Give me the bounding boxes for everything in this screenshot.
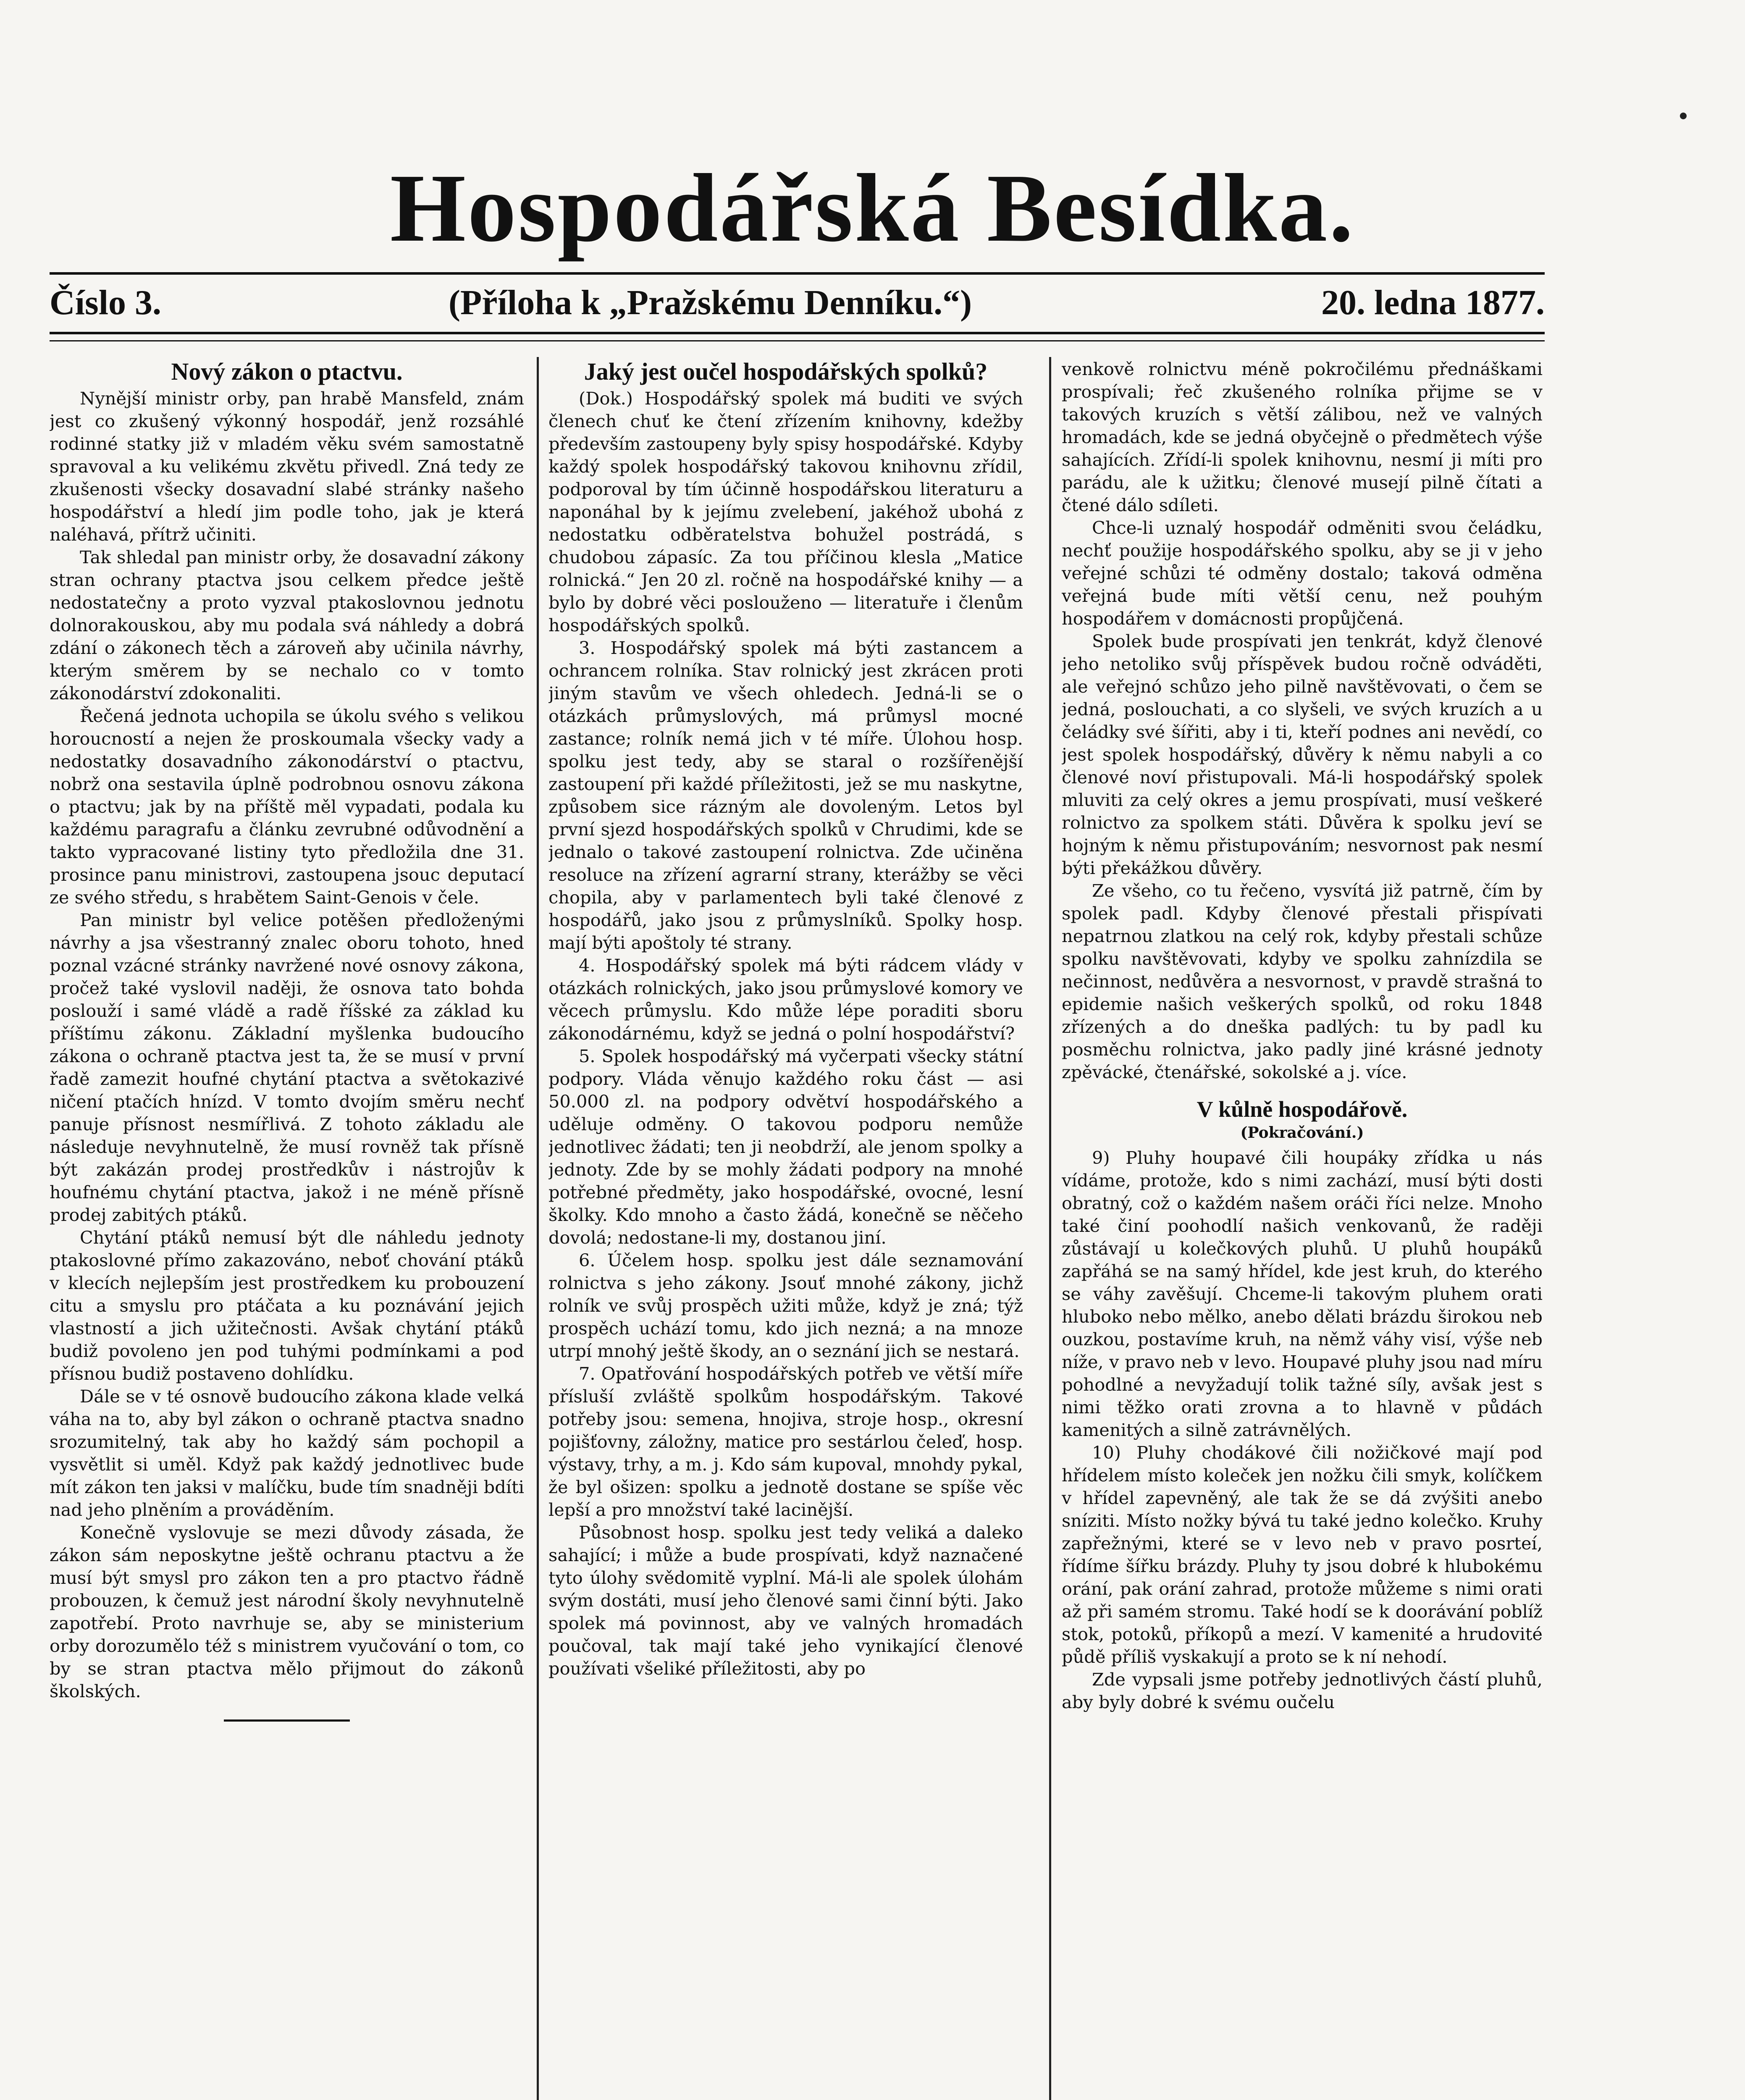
paragraph-continued: venkově rolnictvu méně pokročilému přednáškami prospívali; řeč zkušeného rolníka přijme se v takových kruzích s větší zálibou, než ve valných hromadách, kde se jedná obyčejně o předmětech výše sahajících. Zřídí-li spolek knihovnu, nesmí ji míti pro parádu, ale k užitku; členové musejí pilně čítati a čtené dálo sdíleti.	[1062, 359, 1543, 515]
column-3	[1062, 358, 1543, 2100]
paragraph: Chce-li uznalý hospodář odměniti svou čeládku, nechť použije hospodářského spolku, aby se ji v jeho veřejné schůzi té odměny dostalo; taková odměna veřejná bude míti větší cenu, než pouhým hospodářem v domácnosti propůjčená.	[1062, 517, 1543, 629]
column-2	[548, 358, 1023, 2100]
paragraph: 9) Pluhy houpavé čili houpáky zřídka u nás vídáme, protože, kdo s nimi zachází, musí býti dosti obratný, což o každém našem oráči říci nelze. Mnoho také činí poohodlí našich venkovanů, že raději zůstávají u kolečkových pluhů. U pluhů houpáků zapřáhá se na samý hřídel, kde jest kruh, do kterého se váhy zavěšují. Chceme-li takovým pluhem orati hluboko nebo mělko, anebo dělati brázdu širokou neb ouzkou, postavíme kruh, na němž váhy visí, výše neb níže, v pravo neb v levo. Houpavé pluhy jsou nad míru pohodlné a nevyžadují tolik tažné síly, avšak jest s nimi těžko orati zrovna a to hlavně v půdách kamenitých a silně zatrávnělých.	[1062, 1147, 1543, 1440]
paragraph: 6. Účelem hosp. spolku jest dále seznamování rolnictva s jeho zákony. Jsouť mnohé zákony, jichž rolník ve svůj prospěch užiti může, když je zná; týž prospěch uchází tomu, kdo jich nezná; a na mnoze utrpí mnohý ještě škody, an o seznání jich se nestará.	[548, 1250, 1023, 1361]
supplement-note: (Příloha k „Pražskému Denníku.“)	[449, 283, 972, 322]
paragraph: Spolek bude prospívati jen tenkrát, když členové jeho netoliko svůj příspěvek budou ročně odváděti, ale veřejnó schůzo jeho pilně navštěvovati, o čem se jedná, poslouchati, a co slyšeli, ve svých kruzích a u čeládky své šířiti, aby i ti, kteří podnes ani nevědí, co jest spolek hospodářský, důvěry k němu nabyli a co členové noví přistupovali. Má-li hospodářský spolek mluviti za celý okres a jemu prospívati, musí veškeré rolnictvo za spolkem státi. Důvěra k spolku jeví se hojným k němu přistupováním; nesvornost pak nesmí býti překážkou důvěry.	[1062, 631, 1543, 878]
header-rule-thin	[50, 340, 1545, 341]
paragraph: Nynější ministr orby, pan hrabě Mansfeld, znám jest co zkušený výkonný hospodář, jenž rozsáhlé rodinné statky již v mladém věku svém samostatně spravoval a ku velikému zkvětu přivedl. Zná tedy ze zkušenosti všecky dosavadní slabé stránky našeho hospodářství a hledí jim podle toho, jak je která naléhavá, přítrž učiniti.	[50, 388, 524, 545]
column-divider-2	[1049, 357, 1051, 2100]
column-divider-1	[537, 357, 539, 2100]
column-1	[50, 358, 524, 2100]
paragraph: 4. Hospodářský spolek má býti rádcem vlády v otázkách rolnických, jako jsou průmyslové komory ve věcech průmyslu. Kdo může lépe poraditi sboru zákonodárnému, když se jedná o polní hospodářství?	[548, 955, 1023, 1044]
paragraph: Pan ministr byl velice potěšen předloženými návrhy a jsa všestranný znalec oboru tohoto, hned poznal vzácné stránky navržené nové osnovy zákona, pročež také vyslovil naději, že osnova tato bohda poslouží i samé vládě a radě říšské za základ ku příštímu zákonu. Základní myšlenka budoucího zákona o ochraně ptactva jest ta, že se musí v první řadě zamezit houfné chytání ptactva a světokazivé ničení ptačích hnízd. V tomto dvojím směru nechť panuje přísnost nesmířlivá. Z tohoto základu ale následuje nevyhnutelně, že musí rovněž tak přísně být zakázán prodej prostředkův i nástrojův k houfnému chytání ptactva, jakož i ne méně přísně prodej zabitých ptáků.	[50, 910, 524, 1225]
article-title-kulna: V kůlně hospodářově.	[1197, 1097, 1408, 1122]
article-title-ptactvo: Nový zákon o ptactvu.	[171, 358, 403, 385]
paragraph: Chytání ptáků nemusí být dle náhledu jednoty ptakoslovné přímo zakazováno, neboť chování ptáků v klecích nejlepším jest prostředkem ku probouzení citu a smyslu pro ptáčata a ku poznávání jejich vlastností a jich užitečnosti. Avšak chytání ptáků budiž povoleno jen pod tuhými podmínkami a pod přísnou budiž postaveno dohlídku.	[50, 1227, 524, 1384]
ink-speck	[1680, 113, 1687, 119]
article-title-spolky: Jaký jest oučel hospodářských spolků?	[584, 358, 988, 385]
paragraph: Řečená jednota uchopila se úkolu svého s velikou horoucností a nejen že proskoumala všecky vady a nedostatky dosavadního zákonodárství o ptactvu, nobrž ona sestavila úplně podrobnou osnovu zákona o ptactvu; jak by na příště měl vypadati, podala ku každému paragrafu a článku zevrubné odůvodnění a takto vypracované listiny tyto předložila dne 31. prosince panu ministrovi, zastoupena jsouc deputací ze svého středu, s hrabětem Saint-Genois v čele.	[50, 706, 524, 908]
paragraph: Působnost hosp. spolku jest tedy veliká a daleko sahající; i může a bude prospívati, když naznačené tyto úlohy svědomitě vyplní. Má-li ale spolek úlohám svým dostáti, musí jeho členové sami činní býti. Jako spolek má povinnost, aby ve valných hromadách poučoval, tak mají také jeho vynikající členové používati všeliké příležitosti, aby po	[548, 1522, 1023, 1679]
article-end-rule	[224, 1719, 350, 1722]
paragraph: Konečně vyslovuje se mezi důvody zásada, že zákon sám neposkytne ještě ochranu ptactvu a že musí být smysl pro zákon ten a pro ptactvo řádně probouzen, k čemuž jest národní školy nevyhnutelně zapotřebí. Proto navrhuje se, aby se ministerium orby dorozumělo též s ministrem vyučování o tom, co by se stran ptactva mělo přijmout do zákonů školských.	[50, 1522, 524, 1701]
header-rule-top	[50, 272, 1545, 275]
paragraph: Tak shledal pan ministr orby, že dosavadní zákony stran ochrany ptactva jsou celkem předce ještě nedostatečny a proto vyzval ptakoslovnou jednotu dolnorakouskou, aby mu podala svá náhledy a dobrá zdání o zákonech těch a zároveň aby učinila návrhy, kterým směrem by se nechalo co v tomto zákonodárství zdokonaliti.	[50, 547, 524, 704]
article-subtitle: (Pokračování.)	[1240, 1124, 1364, 1142]
issue-number: Číslo 3.	[50, 283, 162, 322]
issue-info-row	[50, 282, 1545, 324]
header-rule-bottom	[50, 332, 1545, 334]
paragraph: 3. Hospodářský spolek má býti zastancem a ochrancem rolníka. Stav rolnický jest zkrácen proti jiným stavům ve všech ohledech. Jedná-li se o otázkách průmyslových, má průmysl mocné zastance; rolník nemá jich v té míře. Úlohou hosp. spolku jest tedy, aby se staral o rozšířenější zastoupení při každé příležitosti, jež se mu naskytne, způsobem sice rázným ale dovoleným. Letos byl první sjezd hospodářských spolků v Chrudimi, kde se jednalo o takové zastoupení rolnictva. Zde učiněna resoluce na zřízení agrarní strany, kterážby se věci chopila, aby v parlamentech byli také členové z hospodářů, jako jsou z průmyslníků. Spolky hosp. mají býti apoštoly té strany.	[548, 638, 1023, 953]
paragraph: Zde vypsali jsme potřeby jednotlivých částí pluhů, aby byly dobré k svému oučelu	[1062, 1669, 1543, 1712]
issue-date: 20. ledna 1877.	[1321, 283, 1545, 322]
paragraph: 7. Opatřování hospodářských potřeb ve větší míře přísluší zvláště spolkům hospodářským. Takové potřeby jsou: semena, hnojiva, stroje hosp., okresní pojišťovny, záložny, matice pro sestárlou čeleď, hosp. výstavy, trhy, a m. j. Kdo sám kupoval, mnohdy pykal, že byl ošizen: spolku a jednotě dostane se spíše věc lepší a pro množství také lacinější.	[548, 1363, 1023, 1520]
paragraph: 10) Pluhy chodákové čili nožičkové mají pod hřídelem místo koleček jen nožku čili smyk, kolíčkem v hřídel zapevněný, ale tak že se dá zvýšiti anebo sníziti. Místo nožky bývá tu také jedno kolečko. Kruhy zapřežnými, které se v levo neb v pravo posrteí, řídíme šířku brázdy. Pluhy ty jsou dobré k hlubokému orání, pak orání zahrad, protože můžeme s nimi orati až při samém stromu. Také hodí se k doorávání poblíž stok, potoků, příkopů a mezí. V kamenité a hrudovité půdě příliš vyskakují a proto se k ní nehodí.	[1062, 1442, 1543, 1667]
paragraph: Dále se v té osnově budoucího zákona klade velká váha na to, aby byl zákon o ochraně ptactva snadno srozumitelný, tak aby ho každý sám pochopil a vysvětlit si uměl. Když pak každý jednotlivec bude mít zákon ten jaksi v malíčku, bude tím snadněji bdíti nad jeho plněním a prováděním.	[50, 1386, 524, 1520]
paragraph: (Dok.) Hospodářský spolek má buditi ve svých členech chuť ke čtení zřízením knihovny, kdežby především zastoupeny byly spisy hospodářské. Kdyby každý spolek hospodářský takovou knihovnu zřídil, podporoval by tím účinně hospodářskou literaturu a naponáhal by k jejímu zvelebení, jakéhož ubohá z nedostatku odběratelstva bohužel postrádá, s chudobou zápasíc. Za tou příčinou klesla „Matice rolnická.“ Jen 20 zl. ročně na hospodářské knihy — a bylo by dobré věci poslouženo — literatuře i členům hospodářských spolků.	[548, 388, 1023, 635]
paragraph: Ze všeho, co tu řečeno, vysvítá již patrně, čím by spolek padl. Kdyby členové přestali přispívati nepatrnou zlatkou na celý rok, kdyby přestali schůze spolku navštěvovati, kdyby ve spolku zahnízdila se nečinnost, nedůvěra a nesvornost, v pravdě strašná to epidemie našich veškerých spolků, od roku 1848 zřízených a do dneška padlých: tu by padl ku posměchu rolnictva, jako padly jiné krásné jednoty zpěvácké, čtenářské, sokolské a j. více.	[1062, 880, 1543, 1082]
paragraph: 5. Spolek hospodářský má vyčerpati všecky státní podpory. Vláda věnujo každého roku část — asi 50.000 zl. na podpory odvětví hospodářského a uděluje odměny. O takovou podporu nemůže jednotlivec žádati; ten ji neobdrží, ale jenom spolky a jednoty. Zde by se mohly žádati podpory na mnohé potřebné předměty, jako hospodářské, ovocné, lesní školky. Kdo mnoho a často žádá, konečně se něčeho dovolá; nedostane-li my, dostanou jiní.	[548, 1046, 1023, 1248]
masthead-title: Hospodářská Besídka.	[390, 154, 1355, 262]
